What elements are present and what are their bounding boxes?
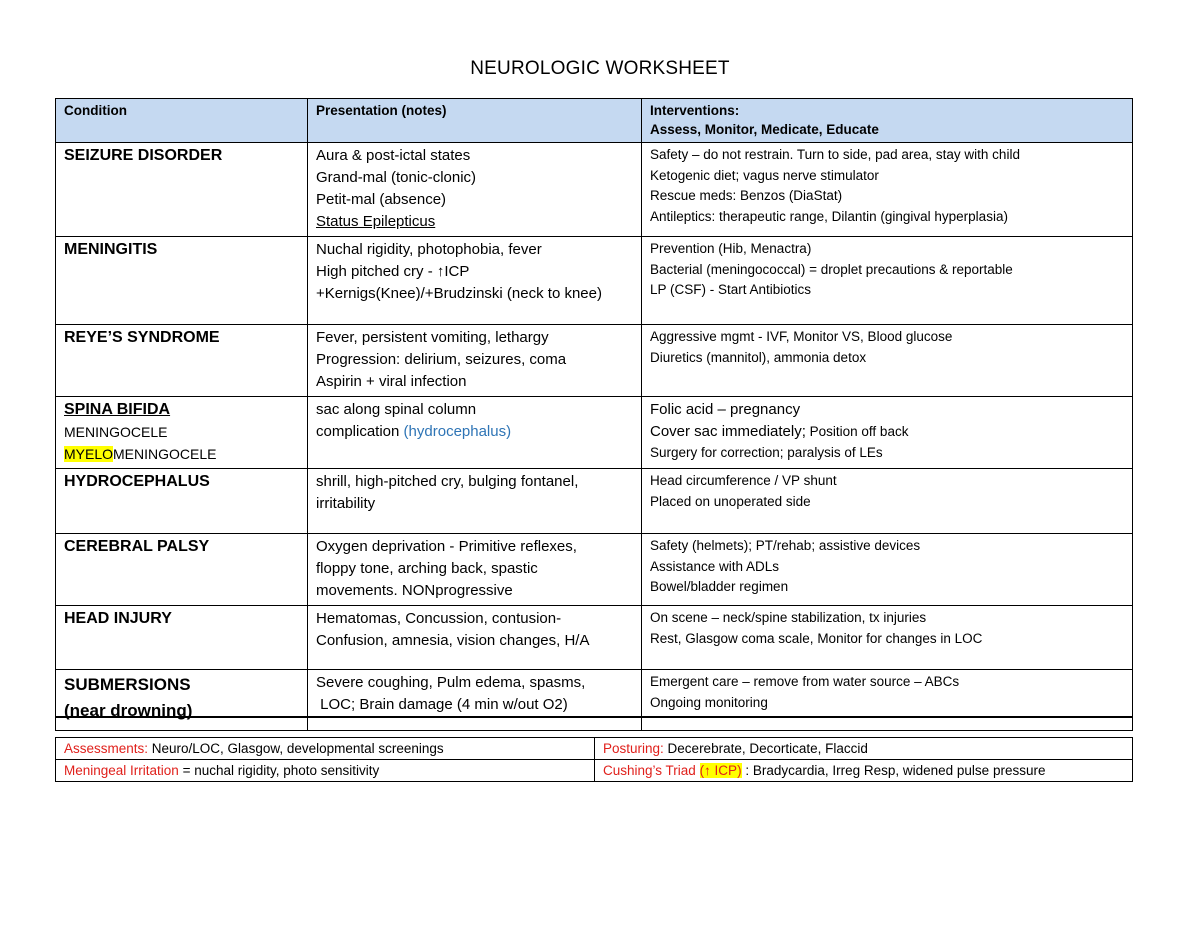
condition-hydrocephalus: HYDROCEPHALUS	[64, 473, 210, 490]
intervention-line: Aggressive mgmt - IVF, Monitor VS, Blood glucose	[650, 329, 953, 344]
posturing-label: Posturing:	[603, 741, 664, 756]
intervention-line: Safety – do not restrain. Turn to side, pad area, stay with child	[650, 147, 1020, 162]
presentation-line: floppy tone, arching back, spastic	[316, 560, 538, 577]
highlight-myelo: MYELO	[64, 446, 114, 462]
intervention-line: Rest, Glasgow coma scale, Monitor for changes in LOC	[650, 630, 983, 646]
intervention-line: Prevention (Hib, Menactra)	[650, 241, 812, 256]
condition-reye: REYE’S SYNDROME	[64, 329, 220, 346]
presentation-line: Confusion, amnesia, vision changes, H/A	[316, 632, 590, 649]
position-off-back-text: Position off back	[805, 424, 909, 439]
cushing-icp-highlight: (↑ ICP)	[699, 763, 742, 778]
intervention-line: LP (CSF) - Start Antibiotics	[650, 282, 812, 297]
header-interventions	[642, 99, 1133, 143]
summary-row	[56, 760, 1133, 782]
presentation-line-status-epilepticus: Status Epilepticus	[316, 213, 436, 230]
intervention-line-cover-sac	[650, 421, 1124, 443]
intervention-line: Surgery for correction; paralysis of LEs	[650, 445, 883, 460]
intervention-line: Antileptics: therapeutic range, Dilantin (gingival hyperplasia)	[650, 208, 1008, 224]
intervention-line: Safety (helmets); PT/rehab; assistive devices	[650, 538, 921, 553]
table-row-hydrocephalus	[56, 469, 1133, 534]
presentation-line: irritability	[316, 495, 376, 512]
worksheet-table	[55, 98, 1133, 731]
intervention-line: Ongoing monitoring	[650, 694, 768, 710]
header-interventions-sub: Assess, Monitor, Medicate, Educate	[650, 122, 879, 137]
header-interventions-label: Interventions:	[650, 103, 740, 118]
hydrocephalus-note: (hydrocephalus)	[403, 423, 512, 440]
presentation-line: +Kernigs(Knee)/+Brudzinski (neck to knee)	[316, 285, 602, 302]
table-row-seizure	[56, 143, 1133, 237]
intervention-line: Ketogenic diet; vagus nerve stimulator	[650, 167, 879, 183]
presentation-line: LOC; Brain damage (4 min w/out O2)	[316, 696, 568, 713]
intervention-line: Placed on unoperated side	[650, 493, 811, 509]
intervention-line: Bowel/bladder regimen	[650, 579, 789, 594]
presentation-line: movements. NONprogressive	[316, 582, 513, 599]
presentation-line: Severe coughing, Pulm edema, spasms,	[316, 674, 586, 691]
intervention-line: Rescue meds: Benzos (DiaStat)	[650, 188, 843, 203]
cover-sac-text: Cover sac immediately;	[650, 423, 806, 440]
table-row-head-injury	[56, 606, 1133, 670]
table-row-meningitis	[56, 237, 1133, 325]
table-row-submersions	[56, 670, 1133, 731]
summary-row	[56, 738, 1133, 760]
page-title: NEUROLOGIC WORKSHEET	[470, 58, 730, 79]
presentation-line: Aura & post-ictal states	[316, 147, 471, 164]
presentation-line: shrill, high-pitched cry, bulging fontanel,	[316, 473, 579, 490]
table-header-row	[56, 99, 1133, 143]
presentation-line: Progression: delirium, seizures, coma	[316, 351, 567, 368]
header-condition: Condition	[56, 99, 308, 143]
condition-sub-meningocele: MENINGOCELE	[64, 424, 168, 440]
assessments-label: Assessments:	[64, 741, 149, 756]
condition-submersions: SUBMERSIONS	[64, 675, 191, 694]
condition-head-injury: HEAD INJURY	[64, 610, 172, 627]
presentation-line: Hematomas, Concussion, contusion-	[316, 610, 562, 627]
condition-sub-myelomeningocele	[64, 443, 299, 465]
presentation-line: High pitched cry - ↑ICP	[316, 263, 470, 280]
presentation-line: sac along spinal column	[316, 401, 477, 418]
table-row-spina-bifida	[56, 397, 1133, 469]
table-row-cerebral-palsy	[56, 534, 1133, 606]
presentation-line: Nuchal rigidity, photophobia, fever	[316, 241, 542, 258]
posturing-text: Decerebrate, Decorticate, Flaccid	[663, 741, 868, 756]
presentation-line: Grand-mal (tonic-clonic)	[316, 169, 477, 186]
table-end-rule	[55, 716, 1132, 718]
cushing-label: Cushing’s Triad	[603, 763, 700, 778]
table-row-reye	[56, 325, 1133, 397]
intervention-line: Folic acid – pregnancy	[650, 401, 801, 418]
condition-near-drowning: (near drowning)	[64, 701, 193, 720]
condition-meningitis: MENINGITIS	[64, 241, 158, 258]
presentation-line-complication	[316, 421, 633, 443]
header-presentation: Presentation (notes)	[308, 99, 642, 143]
summary-meningeal	[56, 760, 595, 782]
intervention-line: Emergent care – remove from water source – ABCs	[650, 674, 960, 689]
condition-cerebral-palsy: CEREBRAL PALSY	[64, 538, 210, 555]
intervention-line: On scene – neck/spine stabilization, tx injuries	[650, 610, 927, 625]
summary-cushing	[595, 760, 1133, 782]
presentation-line: Oxygen deprivation - Primitive reflexes,	[316, 538, 577, 555]
summary-table	[55, 737, 1133, 782]
summary-assessments	[56, 738, 595, 760]
intervention-line: Diuretics (mannitol), ammonia detox	[650, 349, 867, 365]
summary-posturing	[595, 738, 1133, 760]
intervention-line: Assistance with ADLs	[650, 558, 780, 574]
complication-label: complication	[316, 423, 404, 440]
condition-seizure: SEIZURE DISORDER	[64, 147, 223, 164]
presentation-line: Aspirin + viral infection	[316, 373, 467, 390]
condition-spina-bifida: SPINA BIFIDA	[64, 401, 171, 418]
myelomeningocele-rest: MENINGOCELE	[113, 446, 217, 462]
meningeal-text: = nuchal rigidity, photo sensitivity	[178, 763, 380, 778]
cushing-text: : Bradycardia, Irreg Resp, widened pulse pressure	[741, 763, 1046, 778]
presentation-line: Fever, persistent vomiting, lethargy	[316, 329, 549, 346]
presentation-line: Petit-mal (absence)	[316, 191, 447, 208]
assessments-text: Neuro/LOC, Glasgow, developmental screenings	[148, 741, 444, 756]
intervention-line: Bacterial (meningococcal) = droplet precautions & reportable	[650, 261, 1013, 277]
intervention-line: Head circumference / VP shunt	[650, 473, 837, 488]
meningeal-label: Meningeal Irritation	[64, 763, 179, 778]
